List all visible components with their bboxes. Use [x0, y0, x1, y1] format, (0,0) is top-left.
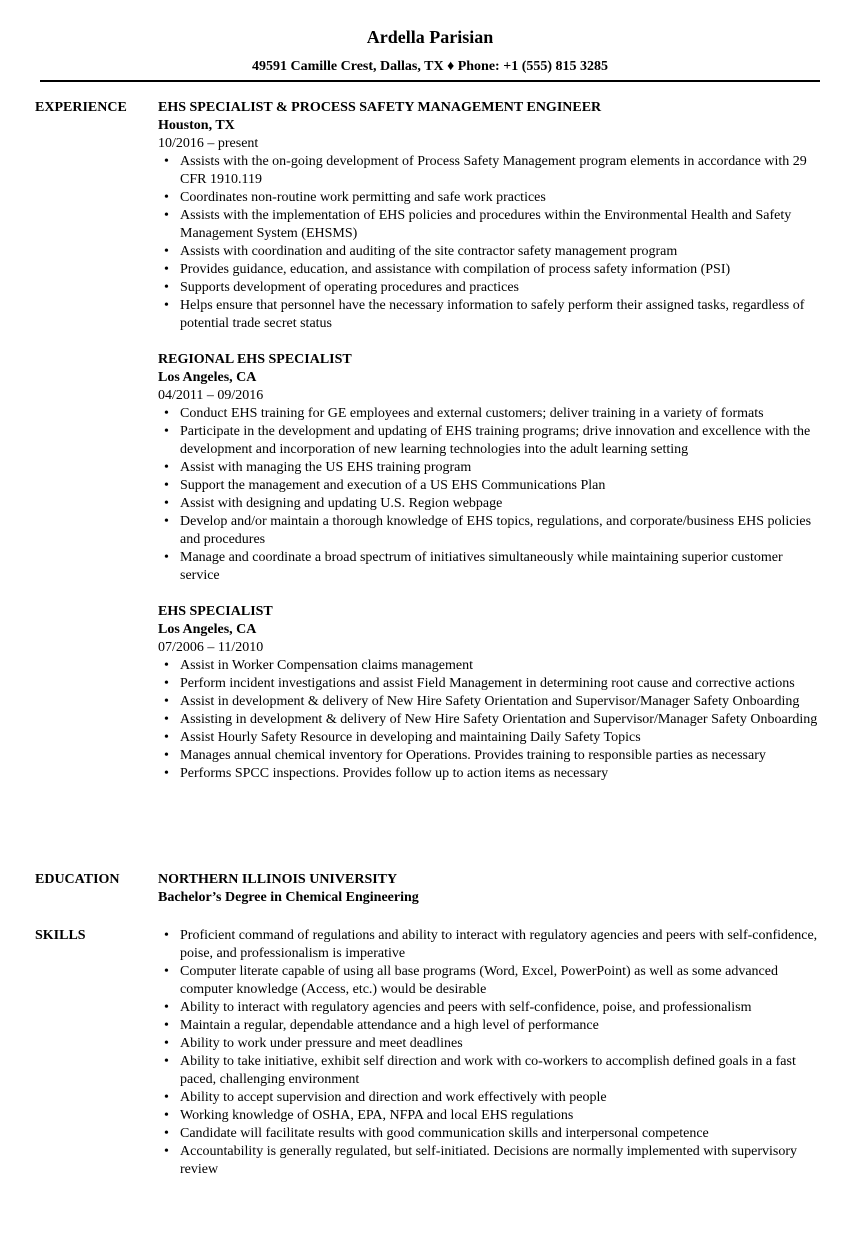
section-title-experience: EXPERIENCE: [35, 100, 127, 115]
bullet-item: • Supports development of operating procedures and practices: [180, 279, 820, 297]
bullet-item: • Assists with the implementation of EHS policies and procedures within the Environmental Health and Safety Management System (EHSMS): [180, 207, 820, 243]
job-entry: [158, 603, 820, 783]
bullet-item: • Assist with managing the US EHS training program: [180, 459, 820, 477]
experience-body: [158, 99, 820, 801]
education-section: [35, 871, 820, 907]
job-bullets: [158, 657, 820, 783]
skills-section: [35, 927, 820, 1179]
job-location: Los Angeles, CA: [158, 370, 257, 385]
bullet-item: • Assists with coordination and auditing of the site contractor safety management program: [180, 243, 820, 261]
job-location: Houston, TX: [158, 118, 235, 133]
bullet-item: • Performs SPCC inspections. Provides follow up to action items as necessary: [180, 765, 820, 783]
school-name: NORTHERN ILLINOIS UNIVERSITY: [158, 872, 398, 887]
bullet-item: • Develop and/or maintain a thorough knowledge of EHS topics, regulations, and corporate/business EHS policies and procedures: [180, 513, 820, 549]
job-dates: 04/2011 – 09/2016: [158, 388, 264, 403]
header-divider: [40, 80, 820, 82]
bullet-item: • Perform incident investigations and assist Field Management in determining root cause and corrective actions: [180, 675, 820, 693]
candidate-name: Ardella Parisian: [366, 27, 494, 47]
degree: Bachelor’s Degree in Chemical Engineering: [158, 890, 419, 905]
bullet-item: • Assist in Worker Compensation claims management: [180, 657, 820, 675]
job-title: EHS SPECIALIST: [158, 604, 273, 619]
skill-item: • Working knowledge of OSHA, EPA, NFPA and local EHS regulations: [180, 1107, 820, 1125]
skill-item: • Ability to take initiative, exhibit self direction and work with co-workers to accomplish defined goals in a fast paced, challenging environment: [180, 1053, 820, 1089]
bullet-item: • Assisting in development & delivery of New Hire Safety Orientation and Supervisor/Manager Safety Onboarding: [180, 711, 820, 729]
job-dates: 07/2006 – 11/2010: [158, 640, 264, 655]
bullet-item: • Support the management and execution of a US EHS Communications Plan: [180, 477, 820, 495]
skill-item: • Proficient command of regulations and ability to interact with regulatory agencies and peers with self-confidence, poise, and professionalism is imperative: [180, 927, 820, 963]
bullet-item: • Provides guidance, education, and assistance with compilation of process safety information (PSI): [180, 261, 820, 279]
section-title-skills: SKILLS: [35, 928, 86, 943]
skill-item: • Candidate will facilitate results with good communication skills and interpersonal competence: [180, 1125, 820, 1143]
experience-section: [35, 99, 820, 801]
bullet-item: • Assist with designing and updating U.S. Region webpage: [180, 495, 820, 513]
job-title: EHS SPECIALIST & PROCESS SAFETY MANAGEMENT ENGINEER: [158, 100, 602, 115]
skill-item: • Ability to work under pressure and meet deadlines: [180, 1035, 820, 1053]
education-body: [158, 871, 820, 907]
bullet-item: • Assists with the on-going development of Process Safety Management program elements in accordance with 29 CFR 1910.119: [180, 153, 820, 189]
bullet-item: • Manage and coordinate a broad spectrum of initiatives simultaneously while maintaining superior customer service: [180, 549, 820, 585]
job-dates: 10/2016 – present: [158, 136, 259, 151]
section-title-education: EDUCATION: [35, 872, 120, 887]
skill-item: • Maintain a regular, dependable attendance and a high level of performance: [180, 1017, 820, 1035]
bullet-item: • Participate in the development and updating of EHS training programs; drive innovation and excellence with the development and incorporation of new learning technologies into the adult learning setting: [180, 423, 820, 459]
skill-item: • Computer literate capable of using all base programs (Word, Excel, PowerPoint) as well as some advanced computer knowledge (Access, etc.) would be desirable: [180, 963, 820, 999]
skills-list: [158, 927, 820, 1179]
job-bullets: [158, 405, 820, 585]
bullet-item: • Assist in development & delivery of New Hire Safety Orientation and Supervisor/Manager Safety Onboarding: [180, 693, 820, 711]
skill-item: • Ability to interact with regulatory agencies and peers with self-confidence, poise, and professionalism: [180, 999, 820, 1017]
bullet-item: • Assist Hourly Safety Resource in developing and maintaining Daily Safety Topics: [180, 729, 820, 747]
resume-header: [0, 0, 860, 76]
job-location: Los Angeles, CA: [158, 622, 257, 637]
bullet-item: • Coordinates non-routine work permitting and safe work practices: [180, 189, 820, 207]
job-entry: [158, 351, 820, 585]
bullet-item: • Helps ensure that personnel have the necessary information to safely perform their assigned tasks, regardless of potential trade secret status: [180, 297, 820, 333]
skill-item: • Ability to accept supervision and direction and work effectively with people: [180, 1089, 820, 1107]
bullet-item: • Conduct EHS training for GE employees and external customers; deliver training in a variety of formats: [180, 405, 820, 423]
bullet-item: • Manages annual chemical inventory for Operations. Provides training to responsible parties as necessary: [180, 747, 820, 765]
job-entry: [158, 99, 820, 333]
skill-item: • Accountability is generally regulated, but self-initiated. Decisions are normally implemented with supervisory review: [180, 1143, 820, 1179]
job-title: REGIONAL EHS SPECIALIST: [158, 352, 352, 367]
job-bullets: [158, 153, 820, 333]
contact-line: 49591 Camille Crest, Dallas, TX ♦ Phone: +1 (555) 815 3285: [251, 59, 609, 74]
skills-body: [158, 927, 820, 1179]
